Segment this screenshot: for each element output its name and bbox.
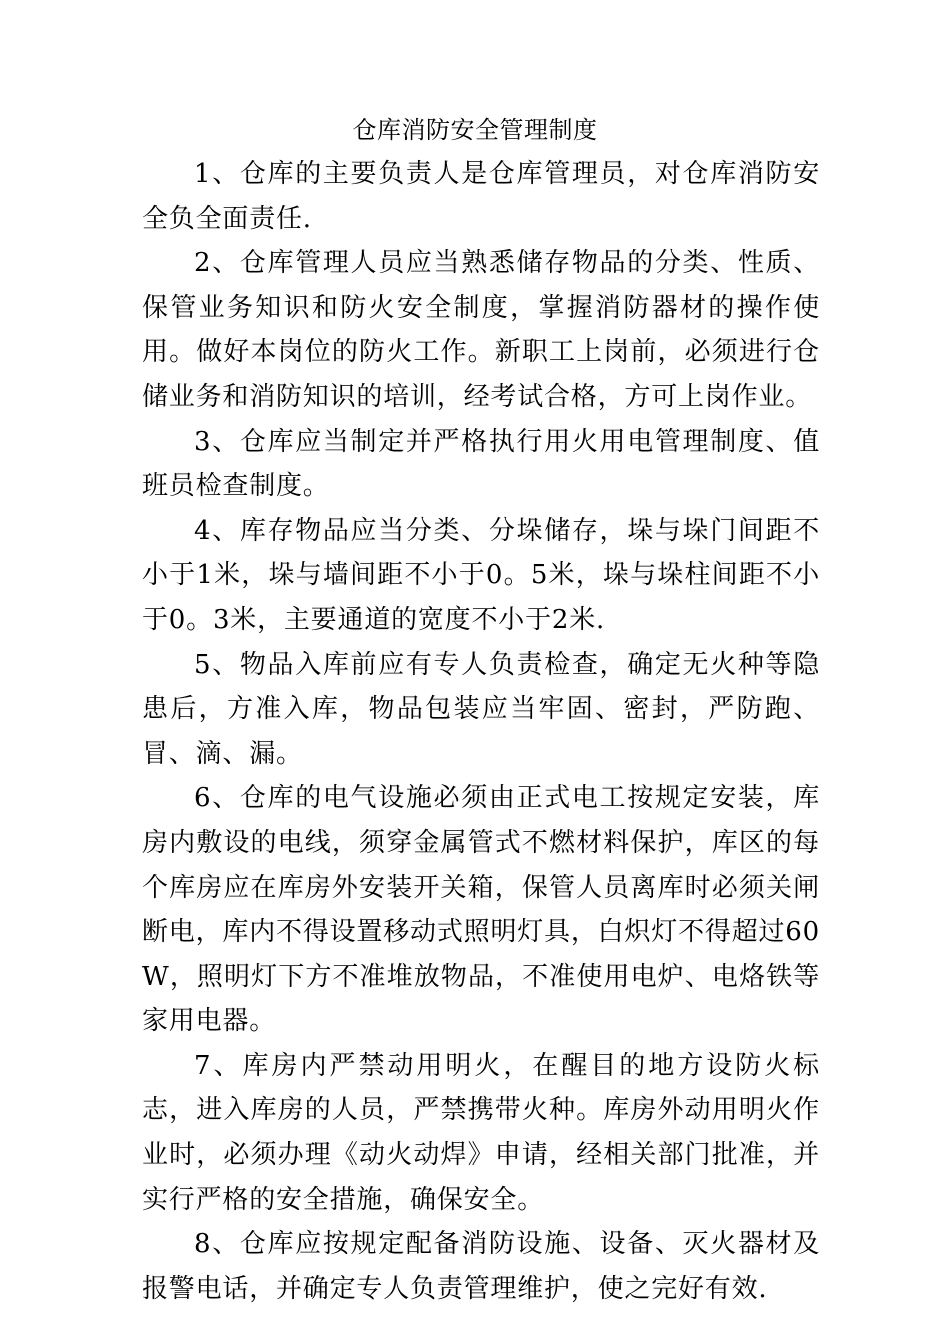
document-title: 仓库消防安全管理制度: [352, 116, 598, 144]
paragraph-2: 2、仓库管理人员应当熟悉储存物品的分类、性质、保管业务知识和防火安全制度，掌握消防器材的操作使用。做好本岗位的防火工作。新职工上岗前，必须进行仓储业务和消防知识的培训，经考试合格，方可上岗作业。: [142, 248, 820, 412]
document-body: [142, 152, 820, 1311]
paragraph-8: 8、仓库应按规定配备消防设施、设备、灭火器材及报警电话，并确定专人负责管理维护，使之完好有效.: [142, 1229, 820, 1304]
paragraph-3: 3、仓库应当制定并严格执行用火用电管理制度、值班员检查制度。: [142, 426, 820, 502]
paragraph-7: 7、库房内严禁动用明火，在醒目的地方设防火标志，进入库房的人员，严禁携带火种。库房外动用明火作业时，必须办理《动火动焊》申请，经相关部门批准，并实行严格的安全措施，确保安全。: [142, 1050, 820, 1215]
paragraph-1: 1、仓库的主要负责人是仓库管理员，对仓库消防安全负全面责任.: [142, 159, 820, 234]
paragraph-4: 4、库存物品应当分类、分垛储存，垛与垛门间距不小于1米，垛与墙间距不小于0。5米，垛与垛柱间距不小于0。3米，主要通道的宽度不小于2米.: [142, 515, 820, 635]
paragraph-5: 5、物品入库前应有专人负责检查，确定无火种等隐患后，方准入库，物品包装应当牢固、密封，严防跑、冒、滴、漏。: [142, 649, 820, 769]
paragraph-6: 6、仓库的电气设施必须由正式电工按规定安装，库房内敷设的电线，须穿金属管式不燃材料保护，库区的每个库房应在库房外安装开关箱，保管人员离库时必须关闸断电，库内不得设置移动式照明灯具，白炽灯不得超过60W，照明灯下方不准堆放物品，不准使用电炉、电烙铁等家用电器。: [142, 783, 820, 1037]
